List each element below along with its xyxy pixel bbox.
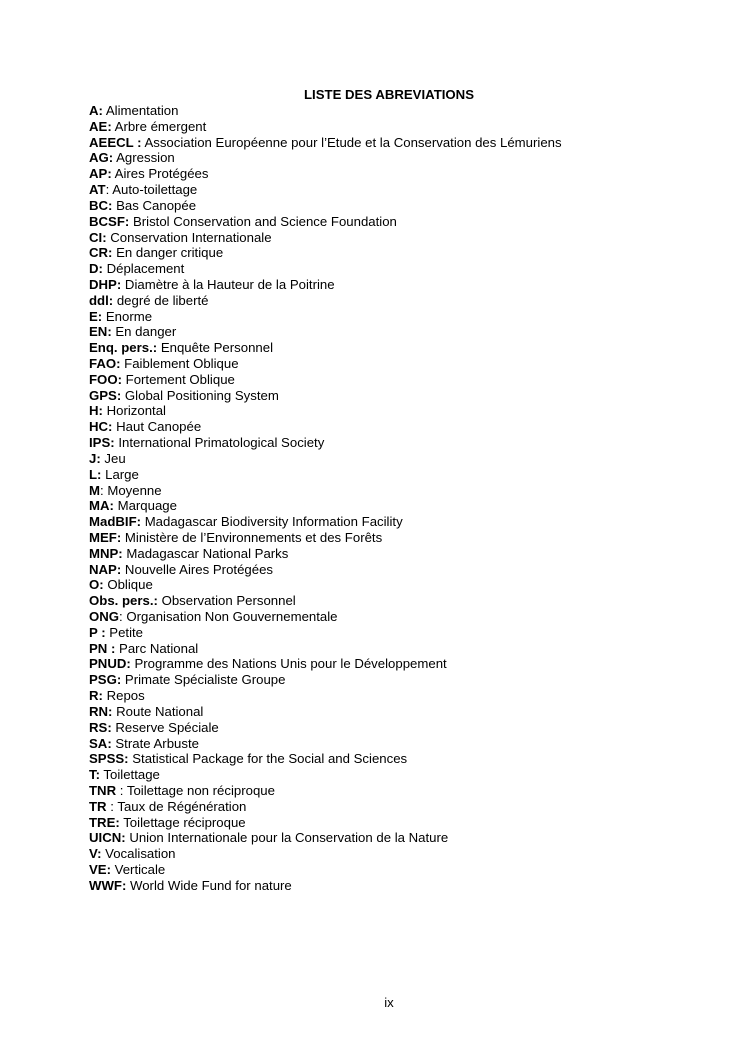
abbreviation-key: CR:: [89, 245, 113, 261]
abbreviation-key: MadBIF:: [89, 514, 142, 530]
abbreviation-entry: [89, 767, 562, 783]
abbreviation-key: T:: [89, 767, 100, 783]
abbreviation-key: AT: [89, 182, 106, 198]
abbreviation-separator: :: [119, 609, 127, 624]
abbreviation-key: ddl:: [89, 292, 114, 308]
abbreviation-key: L:: [89, 466, 102, 482]
abbreviation-entry: [89, 277, 562, 293]
abbreviation-entry: [89, 609, 562, 625]
abbreviation-definition: Bas Canopée: [116, 197, 197, 213]
abbreviation-key: PNUD:: [89, 656, 131, 672]
abbreviation-definition: Oblique: [107, 577, 153, 593]
abbreviation-key: MNP:: [89, 545, 123, 561]
abbreviation-entry: [89, 577, 562, 593]
abbreviation-key: FAO:: [89, 356, 121, 371]
abbreviation-definition: Fortement Oblique: [125, 371, 235, 387]
abbreviation-definition: World Wide Fund for nature: [130, 877, 292, 893]
abbreviation-definition: Madagascar Biodiversity Information Facility: [144, 514, 403, 530]
abbreviation-entry: [89, 736, 562, 752]
abbreviation-definition: En danger critique: [116, 245, 224, 261]
abbreviation-key: UICN:: [89, 830, 126, 846]
abbreviation-definition: Global Positioning System: [124, 387, 279, 403]
abbreviation-entry: [89, 593, 562, 609]
abbreviation-key: AG:: [89, 150, 114, 166]
abbreviation-key: Obs. pers.:: [89, 593, 158, 609]
abbreviation-definition: Marquage: [117, 498, 177, 514]
abbreviation-definition: Agression: [116, 150, 175, 166]
abbreviation-entry: [89, 135, 562, 151]
abbreviation-entry: [89, 498, 562, 514]
abbreviation-definition: En danger: [115, 324, 177, 340]
abbreviation-definition: Route National: [116, 703, 204, 719]
abbreviation-definition: Alimentation: [105, 103, 179, 118]
abbreviation-key: GPS:: [89, 387, 122, 403]
abbreviation-definition: Union Internationale pour la Conservation de la Nature: [129, 830, 449, 846]
abbreviation-key: EN:: [89, 324, 112, 340]
abbreviation-entry: [89, 150, 562, 166]
page-title: LISTE DES ABREVIATIONS: [304, 87, 474, 102]
abbreviation-entry: [89, 641, 562, 657]
abbreviation-definition: Organisation Non Gouvernementale: [126, 609, 338, 624]
abbreviation-entry: [89, 214, 562, 230]
abbreviation-key: VE:: [89, 862, 111, 877]
abbreviation-entry: [89, 166, 562, 182]
abbreviation-entry: [89, 372, 562, 388]
abbreviation-definition: Enquête Personnel: [160, 340, 274, 356]
abbreviation-entry: [89, 704, 562, 720]
abbreviation-definition: Toilettage non réciproque: [126, 782, 275, 798]
abbreviation-list: [89, 103, 562, 894]
abbreviation-entry: [89, 324, 562, 340]
abbreviation-key: SPSS:: [89, 751, 129, 767]
abbreviation-definition: Observation Personnel: [161, 593, 296, 609]
abbreviation-definition: Strate Arbuste: [115, 735, 199, 751]
abbreviation-key: H:: [89, 403, 103, 419]
abbreviation-entry: [89, 435, 562, 451]
abbreviation-entry: [89, 467, 562, 483]
abbreviation-entry: [89, 309, 562, 325]
abbreviation-definition: Petite: [109, 624, 144, 640]
abbreviation-entry: [89, 846, 562, 862]
abbreviation-key: E:: [89, 308, 103, 324]
abbreviation-entry: [89, 483, 562, 499]
abbreviation-key: R:: [89, 688, 103, 704]
abbreviation-key: FOO:: [89, 371, 122, 387]
abbreviation-key: M: [89, 482, 100, 498]
abbreviation-entry: [89, 388, 562, 404]
abbreviation-entry: [89, 625, 562, 641]
abbreviation-definition: Jeu: [104, 450, 126, 466]
abbreviation-definition: Horizontal: [106, 403, 166, 419]
abbreviation-definition: Arbre émergent: [114, 118, 207, 134]
abbreviation-definition: Large: [105, 466, 139, 482]
abbreviation-key: BCSF:: [89, 213, 130, 229]
abbreviation-definition: Aires Protégées: [114, 166, 209, 182]
abbreviation-definition: Diamètre à la Hauteur de la Poitrine: [124, 276, 335, 292]
abbreviation-entry: [89, 562, 562, 578]
abbreviation-key: AE:: [89, 118, 112, 134]
abbreviation-key: NAP:: [89, 561, 122, 577]
abbreviation-entry: [89, 451, 562, 467]
abbreviation-key: IPS:: [89, 435, 115, 451]
abbreviation-entry: [89, 720, 562, 736]
abbreviation-entry: [89, 799, 562, 815]
abbreviation-entry: [89, 340, 562, 356]
abbreviation-definition: Parc National: [119, 640, 199, 656]
abbreviation-key: HC:: [89, 419, 113, 435]
page-number: ix: [384, 995, 394, 1010]
abbreviation-definition: Taux de Régénération: [117, 798, 247, 814]
abbreviation-separator: :: [100, 482, 108, 498]
abbreviation-key: TR: [89, 798, 107, 814]
abbreviation-key: ONG: [89, 609, 120, 624]
abbreviation-entry: [89, 751, 562, 767]
abbreviation-definition: Haut Canopée: [116, 419, 202, 435]
abbreviation-entry: [89, 546, 562, 562]
abbreviation-entry: [89, 230, 562, 246]
abbreviation-definition: Déplacement: [106, 261, 185, 277]
abbreviation-definition: Programme des Nations Unis pour le Développement: [134, 656, 447, 672]
abbreviation-key: J:: [89, 450, 101, 466]
abbreviation-key: AP:: [89, 166, 112, 182]
abbreviation-key: AEECL :: [89, 134, 142, 150]
abbreviation-entry: [89, 403, 562, 419]
abbreviation-key: RN:: [89, 703, 113, 719]
abbreviation-entry: [89, 261, 562, 277]
abbreviation-key: WWF:: [89, 877, 127, 893]
abbreviation-key: TRE:: [89, 814, 120, 830]
abbreviation-entry: [89, 198, 562, 214]
abbreviation-key: P :: [89, 624, 106, 640]
abbreviation-definition: Reserve Spéciale: [115, 719, 219, 735]
abbreviation-entry: [89, 245, 562, 261]
abbreviation-entry: [89, 103, 562, 119]
abbreviation-definition: degré de liberté: [116, 292, 209, 308]
abbreviation-entry: [89, 119, 562, 135]
abbreviation-definition: Nouvelle Aires Protégées: [124, 561, 273, 577]
abbreviation-entry: [89, 688, 562, 704]
abbreviation-key: A:: [89, 103, 103, 118]
abbreviation-key: Enq. pers.:: [89, 340, 158, 356]
abbreviation-separator: :: [116, 782, 127, 798]
abbreviation-definition: Conservation Internationale: [110, 229, 272, 245]
abbreviation-entry: [89, 672, 562, 688]
abbreviation-key: DHP:: [89, 276, 122, 292]
abbreviation-key: SA:: [89, 735, 112, 751]
abbreviation-entry: [89, 656, 562, 672]
abbreviation-separator: :: [105, 182, 113, 198]
abbreviation-definition: Vocalisation: [105, 846, 176, 862]
abbreviation-key: V:: [89, 846, 102, 862]
abbreviation-definition: Verticale: [114, 862, 166, 877]
abbreviation-definition: Bristol Conservation and Science Foundation: [132, 213, 397, 229]
abbreviation-definition: Association Européenne pour l’Etude et la Conservation des Lémuriens: [144, 134, 562, 150]
abbreviation-key: RS:: [89, 719, 112, 735]
abbreviation-separator: :: [106, 798, 118, 814]
abbreviation-entry: [89, 182, 562, 198]
abbreviation-definition: Repos: [106, 688, 145, 704]
abbreviation-definition: Primate Spécialiste Groupe: [124, 672, 286, 688]
abbreviation-definition: Auto-toilettage: [112, 182, 198, 198]
abbreviation-definition: Moyenne: [107, 482, 162, 498]
abbreviation-entry: [89, 419, 562, 435]
abbreviation-entry: [89, 356, 562, 372]
abbreviation-entry: [89, 514, 562, 530]
abbreviation-key: MEF:: [89, 529, 122, 545]
abbreviation-entry: [89, 830, 562, 846]
abbreviation-definition: Toilettage réciproque: [123, 814, 246, 830]
abbreviation-definition: Toilettage: [103, 767, 160, 783]
abbreviation-key: MA:: [89, 498, 114, 514]
abbreviation-key: CI:: [89, 229, 107, 245]
abbreviation-key: BC:: [89, 197, 113, 213]
abbreviation-key: O:: [89, 577, 104, 593]
abbreviation-entry: [89, 815, 562, 831]
abbreviation-key: TNR: [89, 782, 117, 798]
abbreviation-definition: Ministère de l’Environnements et des Forêts: [124, 529, 383, 545]
abbreviation-key: PN :: [89, 640, 116, 656]
abbreviation-definition: Faiblement Oblique: [124, 356, 239, 371]
abbreviation-key: D:: [89, 261, 103, 277]
abbreviation-definition: Madagascar National Parks: [126, 545, 289, 561]
abbreviation-key: PSG:: [89, 672, 122, 688]
abbreviation-entry: [89, 530, 562, 546]
abbreviation-entry: [89, 783, 562, 799]
abbreviation-entry: [89, 293, 562, 309]
abbreviation-definition: Statistical Package for the Social and Sciences: [132, 751, 408, 767]
abbreviation-entry: [89, 878, 562, 894]
abbreviation-definition: International Primatological Society: [118, 435, 325, 451]
abbreviation-definition: Enorme: [105, 308, 153, 324]
abbreviation-entry: [89, 862, 562, 878]
